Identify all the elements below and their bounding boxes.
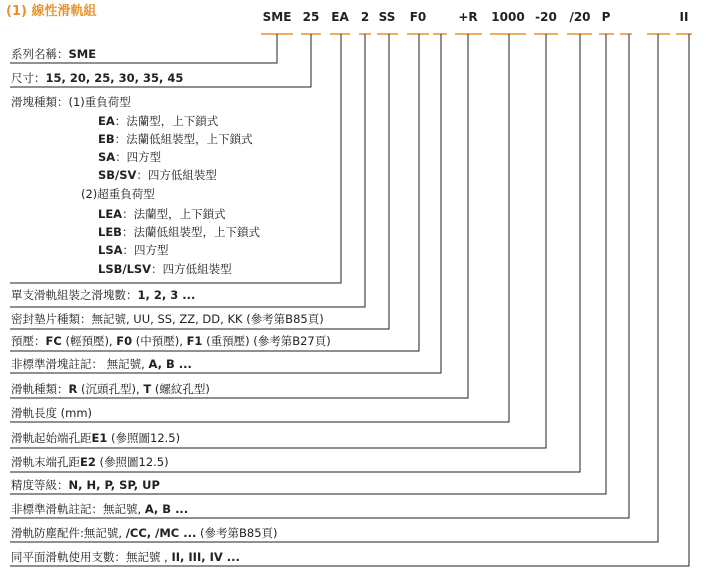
block-type-label: 滑塊種類：(1)重負荷型	[11, 95, 131, 109]
preload-fc-text: (輕預壓),	[61, 334, 117, 348]
block-lsa-code: LSA	[98, 243, 123, 257]
e2-code: E2	[80, 455, 96, 469]
seal-label: 密封墊片種類：無記號, UU, SS, ZZ, DD, KK (參考第B85頁)	[11, 312, 324, 326]
dust-row	[11, 526, 278, 540]
e2-row	[11, 455, 169, 469]
preload-f1: F1	[186, 334, 203, 348]
block-type-lsa	[98, 243, 169, 257]
preload-f0: F0	[116, 334, 133, 348]
seal-row	[11, 312, 324, 326]
block-type-sbsv	[98, 168, 217, 182]
preload-fc: FC	[45, 334, 62, 348]
preload-row	[11, 334, 331, 348]
block-type-row	[11, 95, 131, 109]
preload-label: 預壓：	[11, 334, 46, 348]
nonstd-block-label: 非標準滑塊註記： 無記號,	[11, 357, 149, 371]
code-block-count: 2	[360, 10, 370, 24]
block-type-heavy2	[81, 187, 155, 201]
rail-type-label: 滑軌種類：	[11, 382, 69, 396]
e2-label: 滑軌末端孔距	[11, 455, 80, 469]
e2-text: (參照圖12.5)	[95, 455, 169, 469]
e1-label: 滑軌起始端孔距	[11, 431, 92, 445]
nonstd-block-value: A, B ...	[148, 357, 192, 371]
size-label: 尺寸：	[11, 71, 46, 85]
block-lsblsv-code: LSB/LSV	[98, 262, 152, 276]
rail-count-label: 同平面滑軌使用支數：無記號 ,	[11, 550, 172, 564]
block-lsblsv-text: ：四方低組裝型	[151, 262, 232, 276]
block-type-lea	[98, 207, 226, 221]
rail-count-row	[11, 550, 240, 564]
code-rail-count: II	[679, 10, 689, 24]
series-name-row	[11, 47, 96, 61]
block-leb-code: LEB	[98, 225, 122, 239]
e1-text: (參照圖12.5)	[107, 431, 181, 445]
block-lsa-text: ：四方型	[122, 243, 169, 257]
code-e2: /20	[569, 10, 591, 24]
block-sbsv-text: ：四方低組裝型	[136, 168, 217, 182]
e1-code: E1	[91, 431, 108, 445]
block-type-sa	[98, 150, 161, 164]
block-count-label: 單支滑軌組裝之滑塊數：	[11, 288, 138, 302]
block-type-leb	[98, 225, 260, 239]
block-eb-code: EB	[98, 132, 115, 146]
section-title: (1) 線性滑軌組	[6, 4, 97, 19]
preload-f1-text: (重預壓) (參考第B27頁)	[202, 334, 331, 348]
code-block-type: EA	[331, 10, 349, 24]
block-count-row	[11, 288, 195, 302]
accuracy-value: N, H, P, SP, UP	[68, 478, 160, 492]
rail-length-row	[11, 406, 92, 420]
block-sa-code: SA	[98, 150, 116, 164]
nonstd-rail-label: 非標準滑軌註記：無記號,	[11, 502, 145, 516]
block-count-value: 1, 2, 3 ...	[137, 288, 196, 302]
accuracy-label: 精度等級：	[11, 478, 69, 492]
size-value: 15, 20, 25, 30, 35, 45	[45, 71, 184, 85]
rail-type-r-text: (沉頭孔型),	[77, 382, 144, 396]
block-type-ea	[98, 114, 218, 128]
rail-length-label: 滑軌長度 (mm)	[11, 406, 93, 420]
dust-value: /CC, /MC ...	[125, 526, 197, 540]
code-size: 25	[302, 10, 320, 24]
dust-label: 滑軌防塵配件:無記號,	[11, 526, 126, 540]
code-e1: -20	[535, 10, 557, 24]
preload-f0-text: (中預壓),	[132, 334, 187, 348]
nonstd-block-row	[11, 357, 192, 371]
block-ea-text: ：法蘭型，上下鎖式	[114, 114, 219, 128]
block-type-lsblsv	[98, 262, 232, 276]
block-heavy2-text: (2)超重負荷型	[81, 187, 155, 201]
dust-text: (參考第B85頁)	[196, 526, 278, 540]
block-type-eb	[98, 132, 253, 146]
nonstd-rail-value: A, B ...	[144, 502, 189, 516]
code-seal: SS	[378, 10, 396, 24]
size-row	[11, 71, 183, 85]
block-ea-code: EA	[98, 114, 115, 128]
series-name-label: 系列名稱：	[11, 47, 69, 61]
code-rail-type: +R	[458, 10, 478, 24]
block-eb-text: ：法蘭低組裝型，上下鎖式	[114, 132, 253, 146]
accuracy-row	[11, 478, 160, 492]
rail-type-row	[11, 382, 210, 396]
code-accuracy: P	[601, 10, 611, 24]
nonstd-rail-row	[11, 502, 188, 516]
block-lea-code: LEA	[98, 207, 123, 221]
block-lea-text: ：法蘭型，上下鎖式	[122, 207, 226, 221]
block-sa-text: ：四方型	[115, 150, 162, 164]
block-leb-text: ：法蘭低組裝型，上下鎖式	[121, 225, 260, 239]
rail-type-t-text: (螺紋孔型)	[151, 382, 210, 396]
rail-type-r: R	[68, 382, 78, 396]
code-series: SME	[262, 10, 292, 24]
block-sbsv-code: SB/SV	[98, 168, 137, 182]
rail-type-t: T	[143, 382, 152, 396]
code-preload: F0	[409, 10, 427, 24]
code-rail-length: 1000	[491, 10, 525, 24]
rail-count-value: II, III, IV ...	[171, 550, 240, 564]
series-name-value: SME	[68, 47, 97, 61]
e1-row	[11, 431, 180, 445]
